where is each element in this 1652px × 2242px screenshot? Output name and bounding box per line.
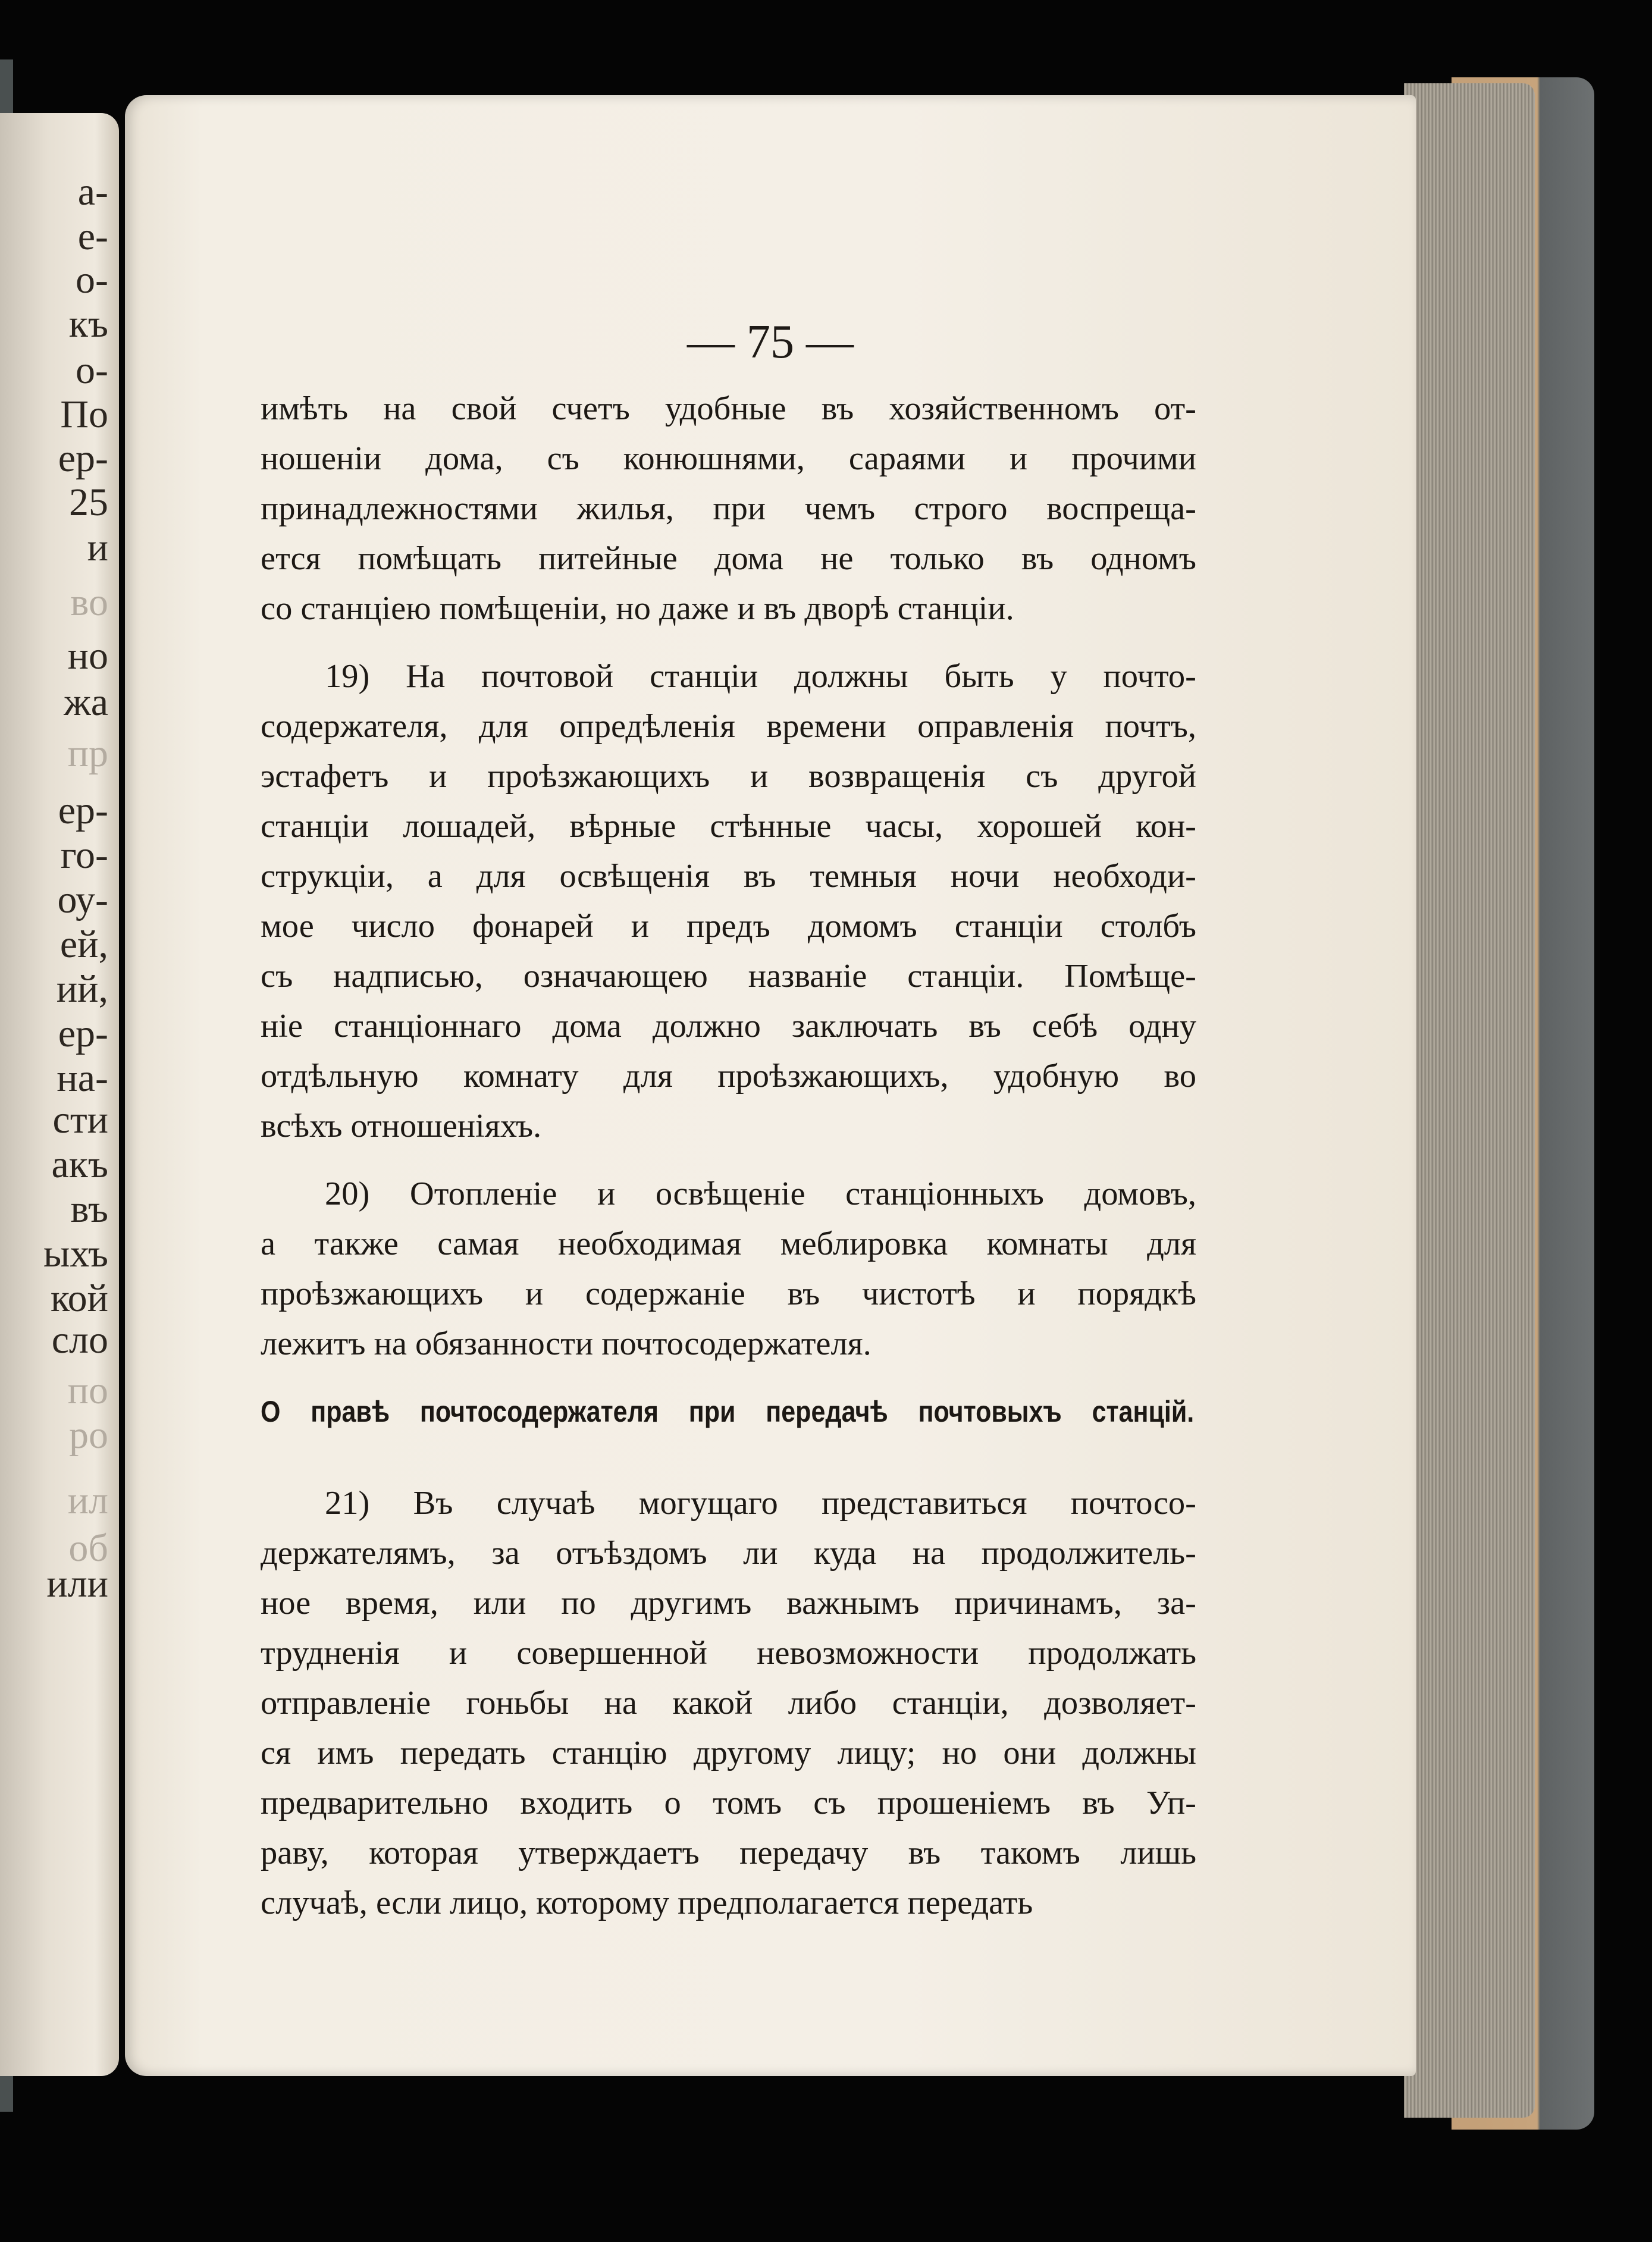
text-line: ное время, или по другимъ важнымъ причинамъ, за- — [261, 1585, 1196, 1622]
text-line: эстафетъ и проѣзжающихъ и возвращенія съ другой — [261, 758, 1196, 795]
text-line: а также самая необходимая меблировка комнаты для — [261, 1225, 1196, 1262]
left-page-fragment: о- — [76, 349, 108, 392]
left-page-fragment: въ — [70, 1187, 108, 1231]
left-page-fragment: ей, — [59, 923, 108, 966]
text-line: струкціи, а для освѣщенія въ темныя ночи необходи- — [261, 858, 1196, 895]
text-line: со станціею помѣщеніи, но даже и въ дворѣ станціи. — [261, 590, 1014, 627]
left-page-fragment: но — [67, 634, 108, 678]
text-line: ношеніи дома, съ конюшнями, сараями и прочими — [261, 440, 1196, 477]
paragraphs-after-heading — [261, 1478, 1196, 1928]
text-line: отдѣльную комнату для проѣзжающихъ, удобную во — [261, 1058, 1196, 1095]
text-line: лежитъ на обязанности почтосодержателя. — [261, 1325, 872, 1362]
text-line: имѣть на свой счетъ удобные въ хозяйственномъ от- — [261, 390, 1196, 427]
left-page-fragment: во — [70, 581, 108, 624]
left-page-fragment: ер- — [58, 1012, 108, 1055]
left-page-fragment: ыхъ — [43, 1232, 108, 1275]
left-page-fragment: ер- — [58, 789, 108, 832]
text-line: принадлежностями жилья, при чемъ строго воспреща- — [261, 490, 1196, 527]
page-text — [261, 384, 1196, 1946]
left-page-fragment: акъ — [51, 1143, 108, 1186]
left-page-fragment: по — [67, 1369, 108, 1412]
book-page-block — [1404, 83, 1535, 2118]
left-page-fragment: ер- — [58, 437, 108, 480]
text-line: мое число фонарей и предъ домомъ станціи столбъ — [261, 908, 1196, 945]
text-line: проѣзжающихъ и содержаніе въ чистотѣ и порядкѣ — [261, 1275, 1196, 1312]
left-page-fragment: По — [60, 393, 108, 436]
left-page-fragment: оу- — [57, 878, 108, 921]
text-line: раву, которая утверждаетъ передачу въ такомъ лишь — [261, 1835, 1196, 1871]
text-line: ніе станціоннаго дома должно заключать въ себѣ одну — [261, 1008, 1196, 1045]
paragraph-para-20 — [261, 1169, 1196, 1369]
left-page-fragment: кой — [50, 1277, 108, 1320]
left-page-fragment: къ — [68, 302, 108, 346]
book-page — [125, 95, 1416, 2076]
left-page-fragment: 25 — [69, 481, 108, 524]
text-line: 21) Въ случаѣ могущаго представиться почтосо- — [325, 1485, 1196, 1522]
left-page-fragment: о- — [76, 258, 108, 302]
text-line: съ надписью, означающею названіе станціи. Помѣще- — [261, 958, 1196, 995]
text-line: всѣхъ отношеніяхъ. — [261, 1108, 542, 1144]
left-page-fragment: пр — [67, 732, 108, 775]
left-page-fragment: ро — [69, 1413, 108, 1457]
left-page-fragment: а- — [77, 170, 108, 214]
paragraph-para-19 — [261, 651, 1196, 1151]
left-page-fragment: на- — [57, 1056, 108, 1100]
section-heading: О правѣ почтосодержателя при передачѣ почтовыхъ станцій. — [261, 1395, 1195, 1428]
left-page-fragment: е- — [77, 215, 108, 258]
page-number: — 75 — — [687, 316, 854, 368]
left-page-fragment: сти — [52, 1098, 108, 1142]
left-page-fragment: жа — [64, 681, 108, 724]
paragraphs-before-heading — [261, 384, 1196, 1369]
left-page-fragment: ил — [67, 1479, 108, 1522]
text-line: случаѣ, если лицо, которому предполагается передать — [261, 1884, 1033, 1921]
previous-page-edge — [0, 113, 119, 2076]
left-page-fragment: и — [87, 526, 108, 569]
text-line: держателямъ, за отъѣздомъ ли куда на продолжитель- — [261, 1535, 1196, 1572]
left-page-fragment: об — [68, 1526, 108, 1570]
text-line: отправленіе гоньбы на какой либо станціи, дозволяет- — [261, 1685, 1196, 1722]
text-line: ся имъ передать станцію другому лицу; но они должны — [261, 1735, 1196, 1771]
text-line: 20) Отопленіе и освѣщеніе станціонныхъ домовъ, — [325, 1175, 1196, 1212]
left-page-fragment: го- — [60, 833, 108, 877]
text-line: ется помѣщать питейные дома не только въ одномъ — [261, 540, 1196, 577]
left-page-fragment: или — [46, 1562, 108, 1606]
text-line: 19) На почтовой станціи должны быть у почто- — [325, 658, 1196, 695]
text-line: предварительно входить о томъ съ прошеніемъ въ Уп- — [261, 1785, 1196, 1821]
text-line: станціи лошадей, вѣрные стѣнные часы, хорошей кон- — [261, 808, 1196, 845]
paragraph-continuation — [261, 384, 1196, 634]
left-page-fragment: сло — [51, 1318, 108, 1362]
paragraph-para-21 — [261, 1478, 1196, 1928]
left-page-fragment: ий, — [56, 967, 108, 1011]
text-line: трудненія и совершенной невозможности продолжать — [261, 1635, 1196, 1672]
text-line: содержателя, для опредѣленія времени оправленія почтъ, — [261, 708, 1196, 745]
